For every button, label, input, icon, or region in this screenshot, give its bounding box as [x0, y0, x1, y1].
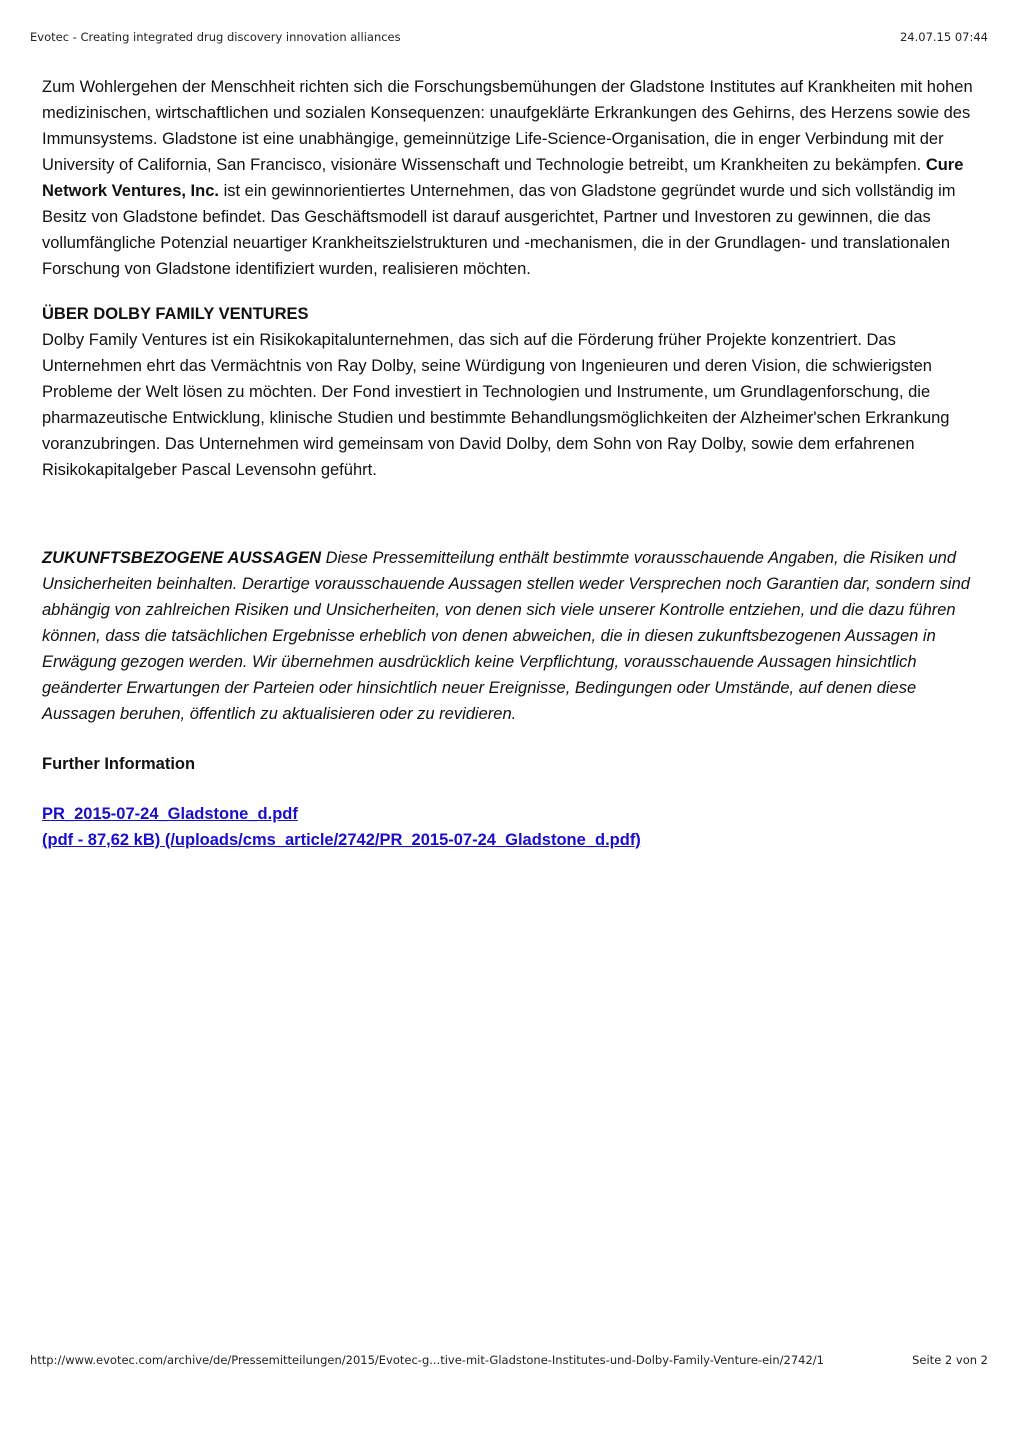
print-footer [30, 1353, 988, 1367]
pdf-link-details[interactable]: (pdf - 87,62 kB) (/uploads/cms_article/2742/PR_2015-07-24_Gladstone_d.pdf) [42, 831, 641, 849]
print-header [30, 30, 988, 44]
print-datetime: 24.07.15 07:44 [899, 30, 988, 44]
dolby-paragraph: Dolby Family Ventures ist ein Risikokapitalunternehmen, das sich auf die Förderung früher Projekte konzentriert. Das Unternehmen ehrt das Vermächtnis von Ray Dolby, seine Würdigung von Ingenieuren und deren Vision, die schwierigsten Probleme der Welt lösen zu möchten. Der Fond investiert in Technologien und Instrumente, um Grundlagenforschung, die pharmazeutische Entwicklung, klinische Studien und bestimmte Behandlungsmöglichkeiten der Alzheimer'schen Erkrankung voranzubringen. Das Unternehmen wird gemeinsam von David Dolby, dem Sohn von Ray Dolby, sowie dem erfahrenen Risikokapitalgeber Pascal Levensohn geführt. [42, 331, 950, 479]
cure-network-name: Cure Network Ventures, Inc. [42, 156, 964, 200]
pdf-download-link[interactable] [42, 801, 987, 853]
further-information-heading: Further Information [42, 755, 196, 773]
gladstone-text-after: ist ein gewinnorientiertes Unternehmen, das von Gladstone gegründet wurde und sich vollständig im Besitz von Gladstone befindet. Das Geschäftsmodell ist darauf ausgerichtet, Partner und Investoren zu gewinnen, die das vollumfängliche Potenzial neuartiger Krankheitszielstrukturen und -mechanismen, die in der Grundlagen- und translationalen Forschung von Gladstone identifiziert wurden, realisieren möchten. [42, 182, 956, 278]
forward-looking-statements [42, 545, 987, 727]
forward-looking-heading: ZUKUNFTSBEZOGENE AUSSAGEN [42, 549, 321, 567]
dolby-heading: ÜBER DOLBY FAMILY VENTURES [42, 305, 309, 323]
article-content [42, 74, 987, 853]
gladstone-paragraph [42, 74, 987, 282]
page-number: Seite 2 von 2 [912, 1353, 988, 1367]
page-url: http://www.evotec.com/archive/de/Pressemitteilungen/2015/Evotec-g...tive-mit-Gladstone-Institutes-und-Dolby-Family-Venture-ein/2742/1 [30, 1353, 824, 1367]
gladstone-text-before: Zum Wohlergehen der Menschheit richten sich die Forschungsbemühungen der Gladstone Institutes auf Krankheiten mit hohen medizinischen, wirtschaftlichen und sozialen Konsequenzen: unaufgeklärte Erkrankungen des Gehirns, des Herzens sowie des Immunsystems. Gladstone ist eine unabhängige, gemeinnützige Life-Science-Organisation, die in enger Verbindung mit der University of California, San Francisco, visionäre Wissenschaft und Technologie betreibt, um Krankheiten zu bekämpfen. [42, 78, 973, 174]
dolby-section [42, 301, 987, 483]
pdf-link-filename[interactable]: PR_2015-07-24_Gladstone_d.pdf [42, 805, 298, 823]
forward-looking-text: Diese Pressemitteilung enthält bestimmte vorausschauende Angaben, die Risiken und Unsicherheiten beinhalten. Derartige vorausschauende Aussagen stellen weder Versprechen noch Garantien dar, sondern sind abhängig von zahlreichen Risiken und Unsicherheiten, von denen sich viele unserer Kontrolle entziehen, und die dazu führen können, dass die tatsächlichen Ergebnisse erheblich von denen abweichen, die in diesen zukunftsbezogenen Aussagen in Erwägung gezogen werden. Wir übernehmen ausdrücklich keine Verpflichtung, vorausschauende Aussagen hinsichtlich geänderter Erwartungen der Parteien oder hinsichtlich neuer Ereignisse, Bedingungen oder Umstände, auf denen diese Aussagen beruhen, öffentlich zu aktualisieren oder zu revidieren. [42, 549, 970, 723]
page-title: Evotec - Creating integrated drug discovery innovation alliances [30, 30, 401, 44]
